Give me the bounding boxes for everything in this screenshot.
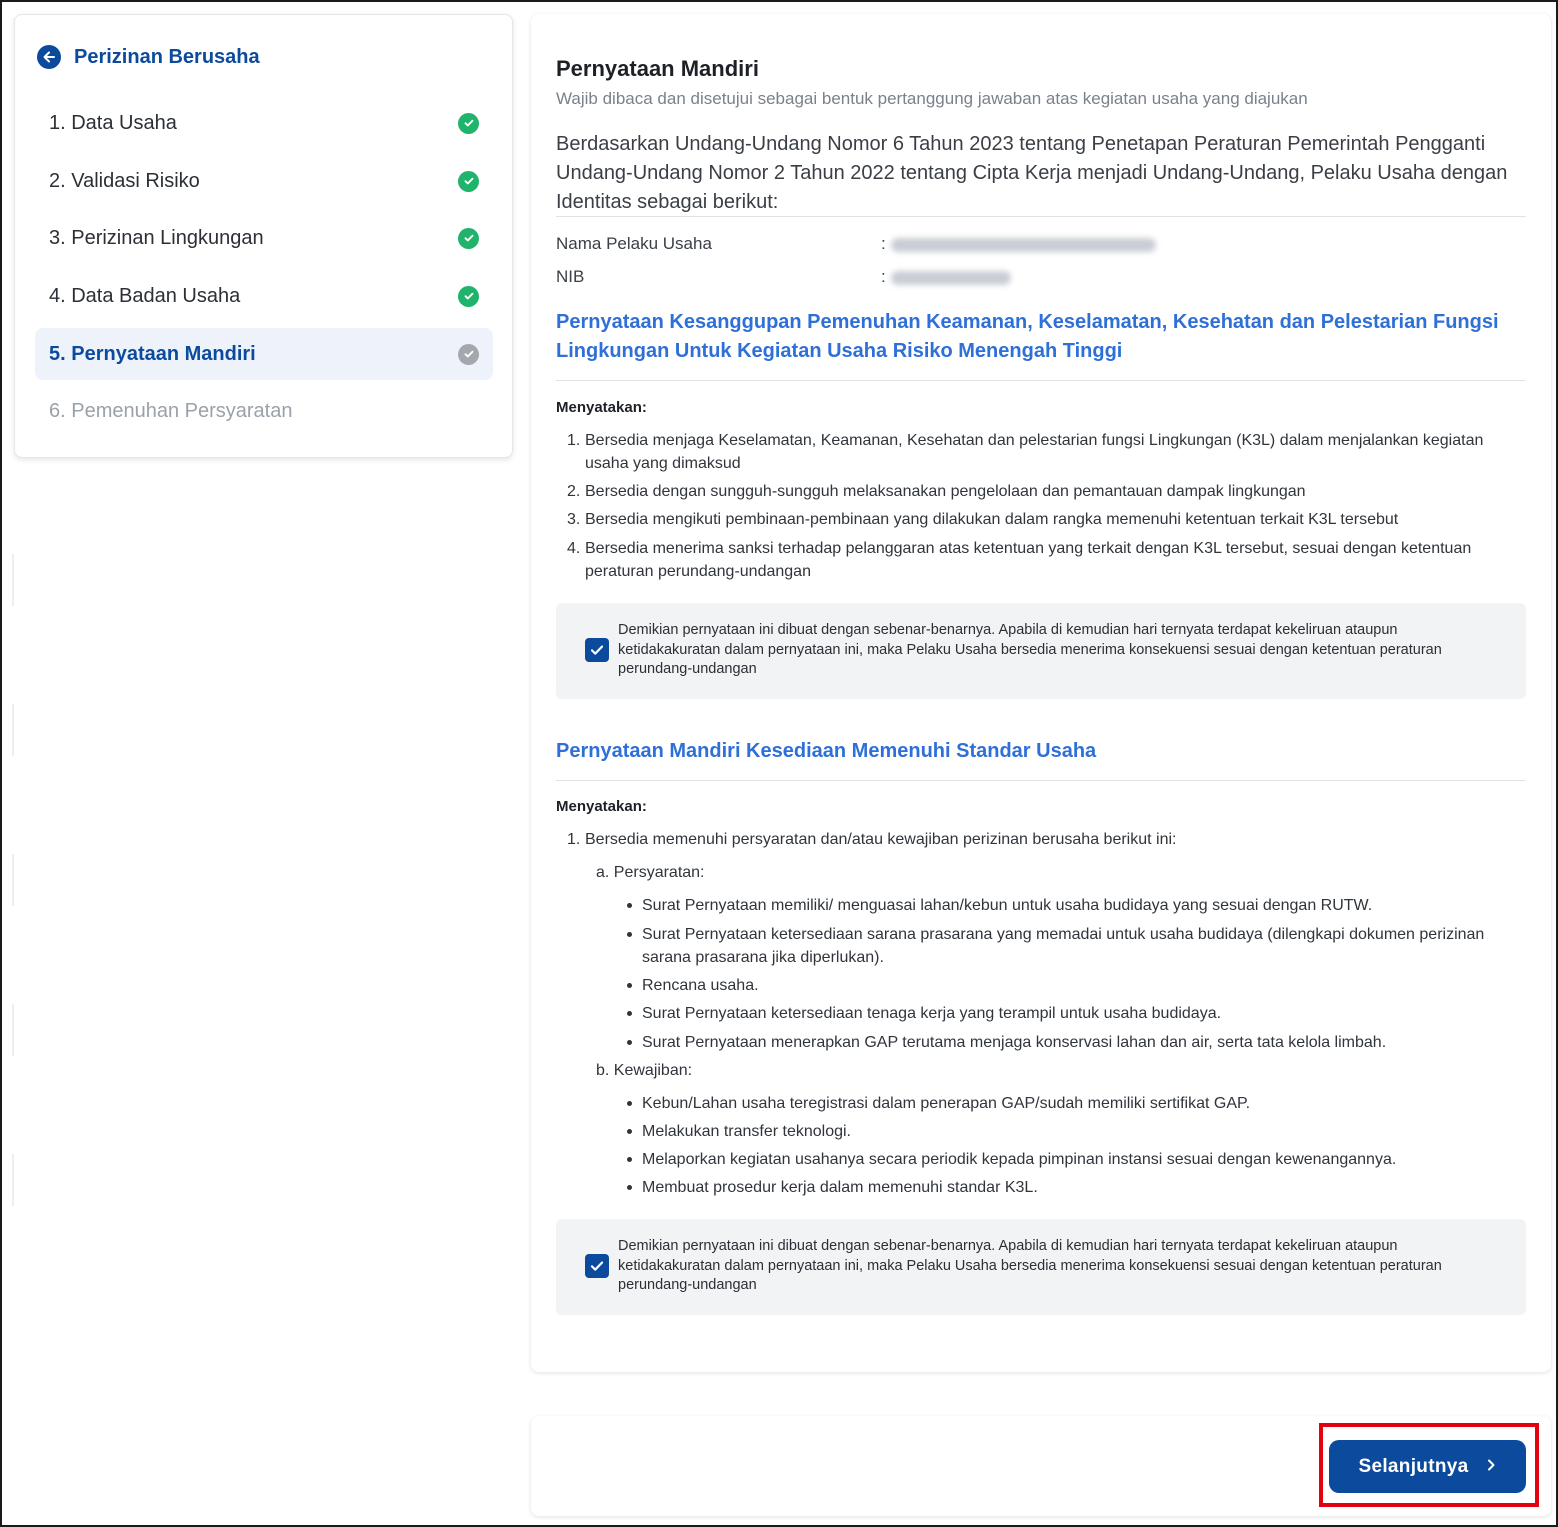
list-text: Bersedia menerima sanksi terhadap pelanggaran atas ketentuan yang terkait dengan K3L tersebut, sesuai dengan ketentuan peraturan perundang-undangan xyxy=(585,540,1472,580)
edge-mark xyxy=(12,704,14,756)
section2-lead: Menyatakan: xyxy=(556,798,647,815)
identity-nib-label: NIB xyxy=(556,267,585,286)
list-number: 2. xyxy=(567,483,581,500)
agreement-text: Demikian pernyataan ini dibuat dengan sebenar-benarnya. Apabila di kemudian hari ternyata terdapat kekeliruan ataupun ketidakakuratan dalam pernyataan ini, maka Pelaku Usaha bersedia menerima konsekuensi sesuai dengan ketentuan peraturan perundang-undangan xyxy=(618,1238,1442,1293)
list-item xyxy=(567,828,1517,851)
list-text: Bersedia memenuhi persyaratan dan/atau kewajiban perizinan berusaha berikut ini: xyxy=(585,831,1177,848)
check-circle-icon xyxy=(458,344,479,365)
edge-mark xyxy=(12,854,14,906)
list-text: Bersedia menjaga Keselamatan, Keamanan, Kesehatan dan pelestarian fungsi Lingkungan (K3L) dalam menjalankan kegiatan usaha yang dimaksud xyxy=(585,432,1484,472)
identity-colon: : xyxy=(881,267,886,286)
bullet-item: Rencana usaha. xyxy=(642,974,1502,997)
list-item xyxy=(567,480,1517,503)
list-number: 1. xyxy=(567,831,581,848)
next-button-label: Selanjutnya xyxy=(1358,1455,1469,1477)
intro-text: Berdasarkan Undang-Undang Nomor 6 Tahun 2023 tentang Penetapan Peraturan Pemerintah Pengganti Undang-Undang Nomor 2 Tahun 2022 tentang Cipta Kerja menjadi Undang-Undang, Pelaku Usaha dengan Identitas sebagai berikut: xyxy=(556,133,1508,213)
step-label: 5. Pernyataan Mandiri xyxy=(49,342,256,365)
redacted-name xyxy=(891,238,1156,252)
check-circle-icon xyxy=(458,113,479,134)
bullet-item: Membuat prosedur kerja dalam memenuhi standar K3L. xyxy=(642,1176,1502,1199)
identity-name-label: Nama Pelaku Usaha xyxy=(556,234,712,253)
redacted-nib xyxy=(891,271,1011,285)
list-item xyxy=(567,429,1517,475)
bullet-item: Surat Pernyataan menerapkan GAP terutama menjaga konservasi lahan dan air, serta tata kelola limbah. xyxy=(642,1031,1502,1054)
page-subtitle: Wajib dibaca dan disetujui sebagai bentuk pertanggung jawaban atas kegiatan usaha yang diajukan xyxy=(556,89,1308,108)
step-data-usaha[interactable] xyxy=(35,97,493,149)
edge-mark xyxy=(12,1154,14,1206)
step-label: 6. Pemenuhan Persyaratan xyxy=(49,399,293,422)
list-item xyxy=(567,537,1517,583)
step-label: 3. Perizinan Lingkungan xyxy=(49,226,264,249)
list-item xyxy=(567,508,1517,531)
sublist-label: b. Kewajiban: xyxy=(596,1062,693,1079)
check-circle-icon xyxy=(458,228,479,249)
step-label: 2. Validasi Risiko xyxy=(49,169,200,192)
page-title: Pernyataan Mandiri xyxy=(556,56,759,81)
step-data-badan-usaha[interactable] xyxy=(35,270,493,322)
bullet-item: Kebun/Lahan usaha teregistrasi dalam penerapan GAP/sudah memiliki sertifikat GAP. xyxy=(642,1092,1502,1115)
step-pernyataan-mandiri[interactable] xyxy=(35,328,493,380)
agreement-text: Demikian pernyataan ini dibuat dengan sebenar-benarnya. Apabila di kemudian hari ternyata terdapat kekeliruan ataupun ketidakakuratan dalam pernyataan ini, maka Pelaku Usaha bersedia menerima konsekuensi sesuai dengan ketentuan peraturan perundang-undangan xyxy=(618,622,1442,677)
back-link[interactable] xyxy=(37,45,260,69)
agreement-checkbox[interactable] xyxy=(585,1254,609,1278)
bullet-item: Surat Pernyataan memiliki/ menguasai lahan/kebun untuk usaha budidaya yang sesuai dengan RUTW. xyxy=(642,894,1502,917)
step-validasi-risiko[interactable] xyxy=(35,155,493,207)
identity-colon: : xyxy=(881,234,886,253)
divider xyxy=(556,216,1526,217)
next-button[interactable] xyxy=(1329,1440,1526,1493)
bullet-item: Melaporkan kegiatan usahanya secara periodik kepada pimpinan instansi sesuai dengan kewenangannya. xyxy=(642,1148,1502,1171)
agreement-box xyxy=(556,1219,1526,1315)
check-circle-icon xyxy=(458,286,479,307)
divider xyxy=(556,780,1526,781)
divider xyxy=(556,380,1526,381)
list-number: 3. xyxy=(567,511,581,528)
list-text: Bersedia dengan sungguh-sungguh melaksanakan pengelolaan dan pemantauan dampak lingkungan xyxy=(585,483,1306,500)
list-text: Bersedia mengikuti pembinaan-pembinaan yang dilakukan dalam rangka memenuhi ketentuan terkait K3L tersebut xyxy=(585,511,1399,528)
edge-mark xyxy=(12,554,14,606)
check-circle-icon xyxy=(458,171,479,192)
step-perizinan-lingkungan[interactable] xyxy=(35,212,493,264)
bullet-item: Melakukan transfer teknologi. xyxy=(642,1120,1502,1143)
section1-title: Pernyataan Kesanggupan Pemenuhan Keamanan, Keselamatan, Kesehatan dan Pelestarian Fungsi Lingkungan Untuk Kegiatan Usaha Risiko Menengah Tinggi xyxy=(556,311,1499,362)
step-label: 1. Data Usaha xyxy=(49,111,177,134)
agreement-checkbox[interactable] xyxy=(585,638,609,662)
list-number: 1. xyxy=(567,432,581,449)
statement-card xyxy=(531,14,1551,1372)
step-label: 4. Data Badan Usaha xyxy=(49,284,241,307)
sidebar-title[interactable]: Perizinan Berusaha xyxy=(74,45,260,68)
section2-title: Pernyataan Mandiri Kesediaan Memenuhi Standar Usaha xyxy=(556,740,1097,762)
section1-lead: Menyatakan: xyxy=(556,399,647,416)
bullet-item: Surat Pernyataan ketersediaan tenaga kerja yang terampil untuk usaha budidaya. xyxy=(642,1002,1502,1025)
chevron-right-icon xyxy=(1486,1456,1496,1478)
list-number: 4. xyxy=(567,540,581,557)
edge-mark xyxy=(12,1004,14,1056)
step-pemenuhan-persyaratan xyxy=(35,385,493,437)
sublist-label: a. Persyaratan: xyxy=(596,864,705,881)
arrow-left-icon[interactable] xyxy=(37,45,61,69)
agreement-box xyxy=(556,603,1526,699)
bullet-item: Surat Pernyataan ketersediaan sarana prasarana yang memadai untuk usaha budidaya (dilengkapi dokumen perizinan sarana prasarana jika diperlukan). xyxy=(642,923,1502,969)
stepper-sidebar xyxy=(14,14,513,458)
